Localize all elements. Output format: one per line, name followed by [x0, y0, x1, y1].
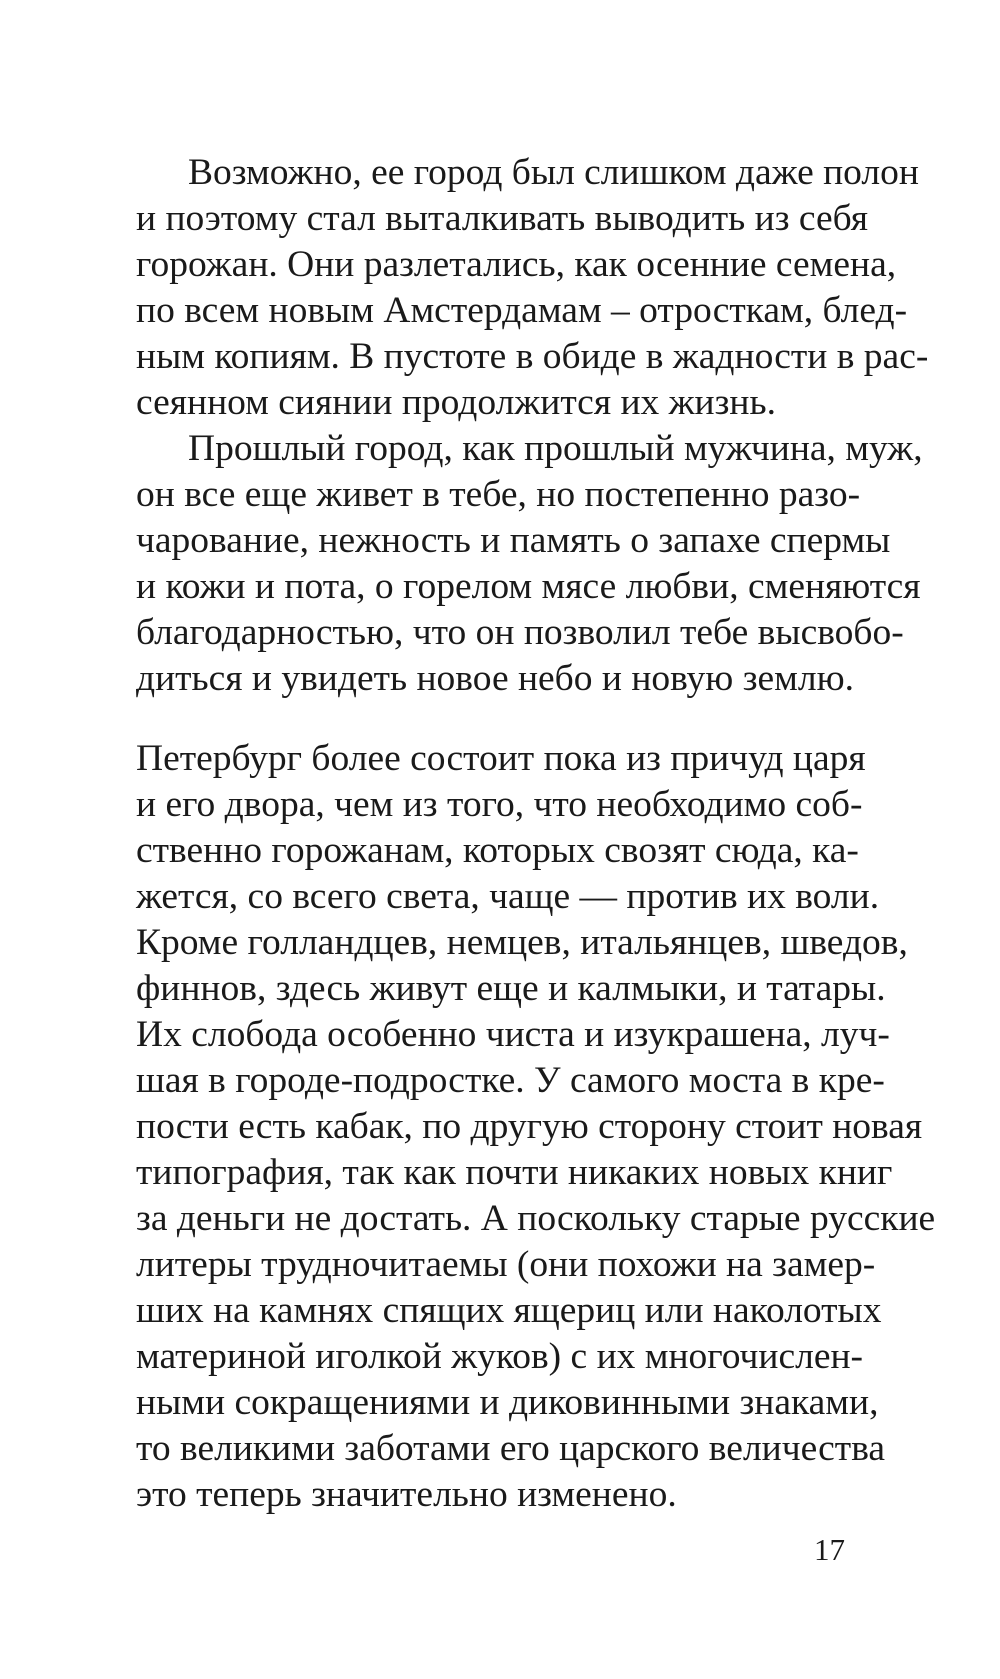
text-line: и его двора, чем из того, что необходимо соб- — [136, 784, 863, 825]
text-line: материной иголкой жуков) с их многочислен- — [136, 1336, 864, 1377]
text-line: по всем новым Амстердамам – отросткам, блед- — [136, 290, 908, 331]
text-line: литеры трудночитаемы (они похожи на замер- — [136, 1244, 876, 1285]
text-line: диться и увидеть новое небо и новую землю. — [136, 658, 854, 699]
text-line: это теперь значительно изменено. — [136, 1474, 677, 1515]
paragraph-1 — [136, 150, 929, 426]
text-line: финнов, здесь живут еще и калмыки, и татары. — [136, 968, 886, 1009]
text-line: горожан. Они разлетались, как осенние семена, — [136, 244, 897, 285]
text-line: то великими заботами его царского величества — [136, 1428, 886, 1469]
text-line: ственно горожанам, которых свозят сюда, ка- — [136, 830, 859, 871]
text-line: он все еще живет в тебе, но постепенно разо- — [136, 474, 861, 515]
text-line: и поэтому стал выталкивать выводить из себя — [136, 198, 869, 239]
text-line: чарование, нежность и память о запахе спермы — [136, 520, 891, 561]
text-line: пости есть кабак, по другую сторону стоит новая — [136, 1106, 923, 1147]
page-number: 17 — [814, 1532, 845, 1567]
text-line: Их слобода особенно чиста и изукрашена, луч- — [136, 1014, 890, 1055]
text-line: Возможно, ее город был слишком даже полон — [188, 152, 919, 193]
text-line: Кроме голландцев, немцев, итальянцев, шведов, — [136, 922, 908, 963]
text-line: ными сокращениями и диковинными знаками, — [136, 1382, 879, 1423]
text-line: Прошлый город, как прошлый мужчина, муж, — [188, 428, 923, 469]
text-line: типография, так как почти никаких новых книг — [136, 1152, 893, 1193]
paragraph-3 — [136, 736, 936, 1518]
paragraph-2 — [136, 426, 923, 702]
text-line: и кожи и пота, о горелом мясе любви, сменяются — [136, 566, 921, 607]
text-line: ших на камнях спящих ящериц или наколотых — [136, 1290, 882, 1331]
text-line: жется, со всего света, чаще — против их воли. — [136, 876, 880, 917]
text-line: Петербург более состоит пока из причуд царя — [136, 738, 866, 779]
text-line: ным копиям. В пустоте в обиде в жадности в рас- — [136, 336, 929, 377]
text-line: шая в городе-подростке. У самого моста в кре- — [136, 1060, 885, 1101]
text-line: благодарностью, что он позволил тебе высвобо- — [136, 612, 904, 653]
text-line: за деньги не достать. А поскольку старые русские — [136, 1198, 936, 1239]
text-line: сеянном сиянии продолжится их жизнь. — [136, 382, 776, 423]
